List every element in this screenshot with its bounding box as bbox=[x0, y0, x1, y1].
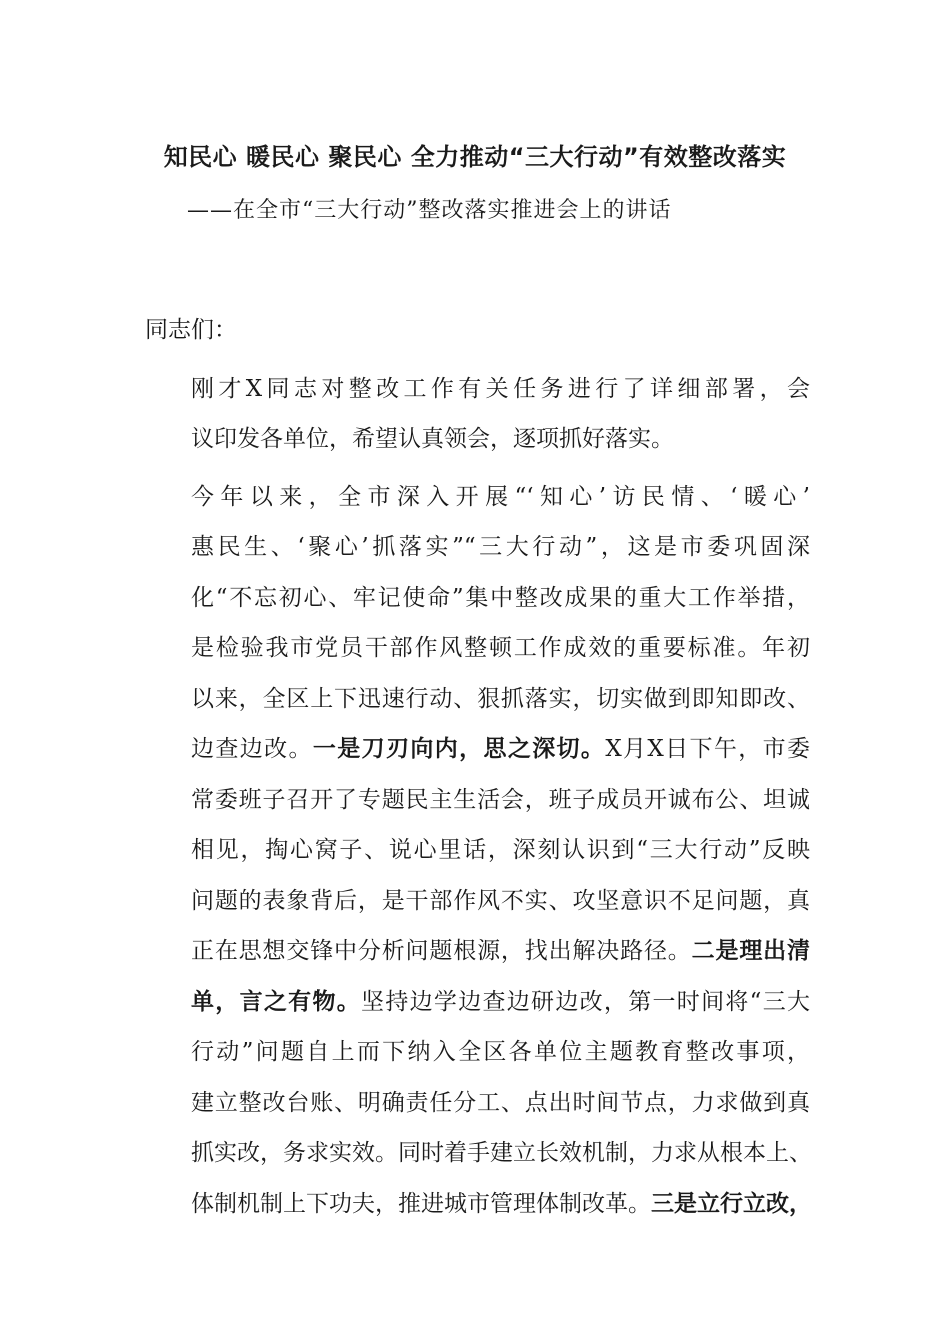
paragraph-2-line: 抓实改，务求实效。同时着手建立长效机制，力求从根本上、 bbox=[191, 1140, 812, 1166]
bold-heading-point-3: 三是立行立改， bbox=[651, 1190, 812, 1217]
paragraph-2-line: 常委班子召开了专题民主生活会，班子成员开诚布公、坦诚 bbox=[191, 786, 810, 813]
greeting: 同志们： bbox=[145, 317, 237, 343]
paragraph-1 bbox=[145, 364, 810, 465]
bold-heading-point-2: 二是理出清 bbox=[691, 938, 811, 964]
paragraph-2-line: 行动”问题自上而下纳入全区各单位主题教育整改事项， bbox=[191, 1039, 810, 1065]
document-body bbox=[145, 305, 810, 1236]
text-run: 坚持边学边查边研边改，第一时间将“三大 bbox=[361, 988, 810, 1015]
paragraph-2-line: 以来，全区上下迅速行动、狠抓落实，切实做到即知即改、 bbox=[191, 685, 810, 712]
bold-heading-point-1: 一是刀刃向内，思之深切。 bbox=[312, 736, 606, 762]
paragraph-2-line: 今年以来，全市深入开展“‘知心’访民情、‘暖心’ bbox=[191, 483, 810, 510]
paragraph-2-line: 是检验我市党员干部作风整顿工作成效的重要标准。年初 bbox=[191, 635, 810, 661]
paragraph-2-line: 建立整改台账、明确责任分工、点出时间节点，力求做到真 bbox=[191, 1089, 810, 1116]
paragraph-2-line: 化“不忘初心、牢记使命”集中整改成果的重大工作举措， bbox=[191, 584, 810, 611]
paragraph-1-line: 刚才X同志对整改工作有关任务进行了详细部署，会 bbox=[191, 375, 810, 402]
paragraph-2-line: 惠民生、‘聚心’抓落实”“三大行动”，这是市委巩固深 bbox=[191, 534, 810, 560]
document-title: 知民心 暖民心 聚民心 全力推动“三大行动”有效整改落实 bbox=[163, 143, 787, 171]
text-run: 边查边改。 bbox=[191, 736, 313, 762]
text-run: 正在思想交锋中分析问题根源，找出解决路径。 bbox=[191, 938, 692, 964]
paragraph-2-line bbox=[145, 724, 810, 775]
document-subtitle: ——在全市“三大行动”整改落实推进会上的讲话 bbox=[187, 198, 672, 223]
paragraph-2-line bbox=[145, 926, 810, 977]
paragraph-2-line: 相见，掏心窝子、说心里话，深刻认识到“三大行动”反映 bbox=[191, 837, 810, 863]
text-run: 体制机制上下功夫，推进城市管理体制改革。 bbox=[191, 1190, 651, 1217]
paragraph-1-line: 议印发各单位，希望认真领会，逐项抓好落实。 bbox=[191, 426, 674, 452]
text-run: X月X日下午，市委 bbox=[605, 736, 811, 762]
paragraph-2-line bbox=[145, 1179, 810, 1230]
paragraph-2 bbox=[145, 472, 810, 1230]
bold-heading-point-2-cont: 单，言之有物。 bbox=[191, 988, 362, 1015]
paragraph-2-line bbox=[145, 977, 810, 1028]
paragraph-2-line: 问题的表象背后，是干部作风不实、攻坚意识不足问题，真 bbox=[191, 887, 810, 914]
